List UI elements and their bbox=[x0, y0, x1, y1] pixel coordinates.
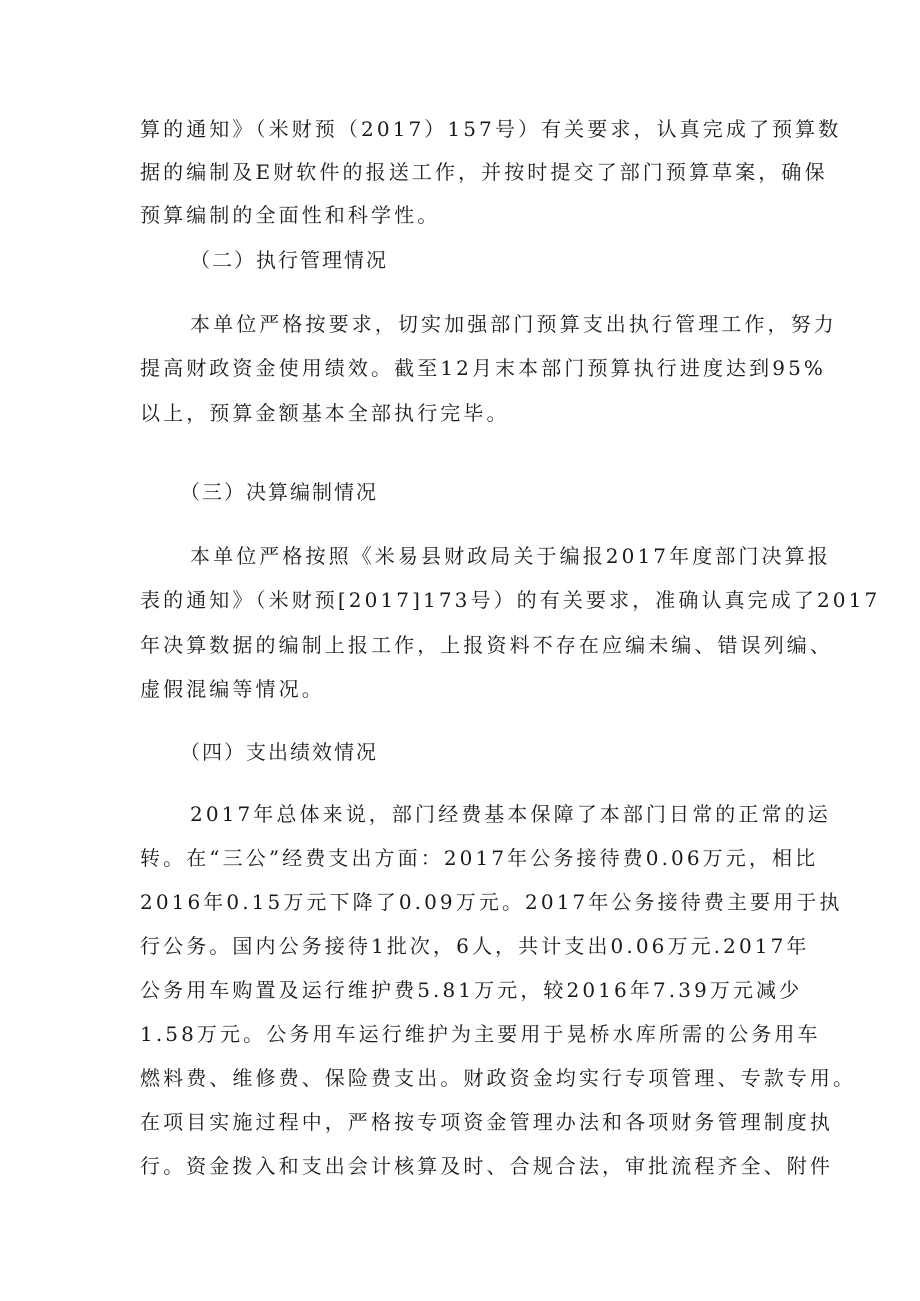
paragraph-line: 燃料费、维修费、保险费支出。财政资金均实行专项管理、专款专用。 bbox=[140, 1066, 857, 1090]
paragraph-line: 本单位严格按要求，切实加强部门预算支出执行管理工作，努力 bbox=[190, 312, 837, 336]
paragraph-line: 算的通知》（米财预（2017）157号）有关要求，认真完成了预算数 bbox=[140, 117, 842, 141]
paragraph-line: 行公务。国内公务接待1批次，6人，共计支出0.06万元.2017年 bbox=[140, 934, 810, 958]
paragraph-line: 公务用车购置及运行维护费5.81万元，较2016年7.39万元减少 bbox=[140, 978, 803, 1002]
paragraph-line: 表的通知》（米财预[2017]173号）的有关要求，准确认真完成了2017 bbox=[140, 588, 881, 612]
paragraph-line: 在项目实施过程中，严格按专项资金管理办法和各项财务管理制度执 bbox=[140, 1110, 833, 1134]
paragraph-line: 虚假混编等情况。 bbox=[140, 677, 325, 701]
paragraph-line: 据的编制及E财软件的报送工作，并按时提交了部门预算草案，确保 bbox=[140, 160, 828, 184]
paragraph-line: 1.58万元。公务用车运行维护为主要用于晃桥水库所需的公务用车 bbox=[140, 1022, 821, 1046]
paragraph-line: 行。资金拨入和支出会计核算及时、合规合法，审批流程齐全、附件 bbox=[140, 1154, 833, 1178]
paragraph-line: 本单位严格按照《米易县财政局关于编报2017年度部门决算报 bbox=[190, 544, 831, 568]
paragraph-line: 2017年总体来说，部门经费基本保障了本部门日常的正常的运 bbox=[190, 802, 831, 826]
section-heading: （三）决算编制情况 bbox=[180, 480, 378, 504]
section-heading: （二）执行管理情况 bbox=[190, 248, 388, 272]
paragraph-line: 提高财政资金使用绩效。截至12月末本部门预算执行进度达到95% bbox=[140, 356, 827, 380]
paragraph-line: 转。在“三公”经费支出方面：2017年公务接待费0.06万元，相比 bbox=[140, 846, 819, 870]
paragraph-line: 2016年0.15万元下降了0.09万元。2017年公务接待费主要用于执 bbox=[140, 890, 843, 914]
section-heading: （四）支出绩效情况 bbox=[180, 740, 378, 764]
paragraph-line: 预算编制的全面性和科学性。 bbox=[140, 203, 441, 227]
paragraph-line: 以上，预算金额基本全部执行完毕。 bbox=[140, 401, 510, 425]
paragraph-line: 年决算数据的编制上报工作，上报资料不存在应编未编、错误列编、 bbox=[140, 633, 833, 657]
